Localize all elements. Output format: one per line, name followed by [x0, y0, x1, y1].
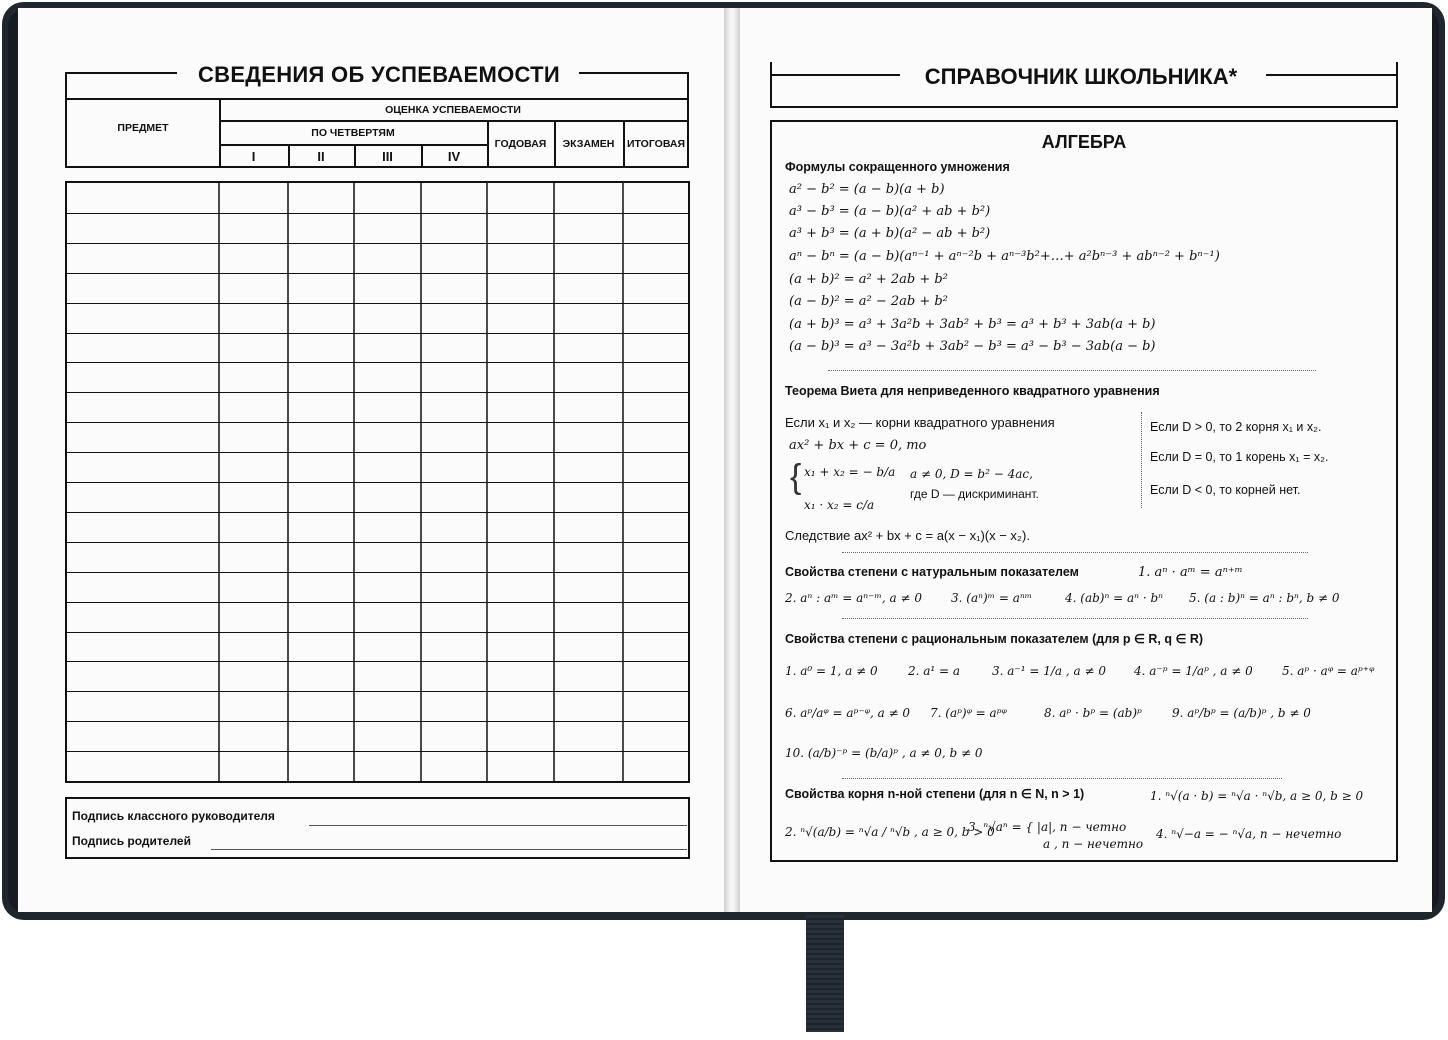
rat-power-9: 9. aᵖ/bᵖ = (a/b)ᵖ , b ≠ 0 [1172, 706, 1311, 720]
nat-power-2: 2. aⁿ : aᵐ = aⁿ⁻ᵐ, a ≠ 0 [785, 591, 922, 605]
vieta-sum: x₁ + x₂ = − b/a [804, 465, 896, 479]
parents-signature-line[interactable] [211, 849, 687, 850]
nat-power-5: 5. (a : b)ⁿ = aⁿ : bⁿ, b ≠ 0 [1189, 591, 1340, 605]
mult-formula-3: a³ + b³ = (a + b)(a² − ab + b²) [789, 226, 991, 241]
rat-power-4: 4. a⁻ᵖ = 1/aᵖ , a ≠ 0 [1134, 664, 1253, 678]
root-prop-2: 2. ⁿ√(a/b) = ⁿ√a / ⁿ√b , a ≥ 0, b > 0 [785, 825, 995, 839]
rat-power-5: 5. aᵖ · aᵠ = aᵖ⁺ᵠ [1282, 664, 1375, 678]
root-prop-3b: a , n − нечетно [1043, 837, 1144, 851]
mult-formula-7: (a + b)³ = a³ + 3a²b + 3ab² + b³ = a³ + b³ + 3ab(a + b) [789, 317, 1156, 332]
nat-power-1: 1. aⁿ · aᵐ = aⁿ⁺ᵐ [1138, 565, 1243, 580]
rat-power-2: 2. a¹ = a [908, 664, 961, 678]
discriminant-zero: Если D = 0, то 1 корень x₁ = x₂. [1150, 450, 1329, 464]
grades-table-body[interactable] [65, 181, 690, 783]
page-gutter [724, 8, 740, 912]
rat-power-heading: Свойства степени с рациональным показателем (для p ∈ R, q ∈ R) [785, 632, 1204, 646]
nat-power-3: 3. (aⁿ)ᵐ = aⁿᵐ [951, 591, 1033, 605]
rat-power-8: 8. aᵖ · bᵖ = (ab)ᵖ [1044, 706, 1142, 720]
teacher-signature-line[interactable] [309, 825, 687, 826]
grades-table-header [65, 72, 689, 168]
vieta-line-2: ax² + bx + c = 0, то [789, 438, 927, 453]
mult-formula-2: a³ − b³ = (a − b)(a² + ab + b²) [789, 204, 991, 219]
rat-power-10: 10. (a/b)⁻ᵖ = (b/a)ᵖ , a ≠ 0, b ≠ 0 [785, 746, 983, 760]
rat-power-6: 6. aᵖ/aᵠ = aᵖ⁻ᵠ, a ≠ 0 [785, 706, 911, 720]
root-heading: Свойства корня n-ной степени (для n ∈ N, n > 1) [785, 787, 1085, 801]
col-final: ИТОГОВАЯ [626, 138, 686, 150]
vieta-corollary: Следствие ax² + bx + c = a(x − x₁)(x − x₂). [785, 528, 1030, 543]
signature-block [65, 797, 690, 859]
root-prop-1: 1. ⁿ√(a · b) = ⁿ√a · ⁿ√b, a ≥ 0, b ≥ 0 [1150, 789, 1364, 803]
nat-power-heading: Свойства степени с натуральным показателем [785, 565, 1079, 579]
reference-title: СПРАВОЧНИК ШКОЛЬНИКА* [900, 64, 1262, 90]
vieta-condition-2: где D — дискриминант. [910, 487, 1039, 501]
mult-formula-1: a² − b² = (a − b)(a + b) [789, 182, 945, 197]
mult-formula-8: (a − b)³ = a³ − 3a²b + 3ab² − b³ = a³ − b³ − 3ab(a − b) [789, 339, 1156, 354]
mult-formula-4: aⁿ − bⁿ = (a − b)(aⁿ⁻¹ + aⁿ⁻²b + aⁿ⁻³b²+…+ a²bⁿ⁻³ + abⁿ⁻² + bⁿ⁻¹) [789, 249, 1220, 264]
algebra-heading: АЛГЕБРА [1041, 132, 1127, 152]
vieta-line-1: Если x₁ и x₂ — корни квадратного уравнения [785, 415, 1055, 430]
mult-heading: Формулы сокращенного умножения [785, 160, 1010, 174]
col-quarters-group: ПО ЧЕТВЕРТЯМ [311, 127, 395, 139]
col-quarter-4: IV [447, 148, 461, 164]
nat-power-4: 4. (ab)ⁿ = aⁿ · bⁿ [1065, 591, 1164, 605]
col-grade-group: ОЦЕНКА УСПЕВАЕМОСТИ [385, 104, 521, 116]
mult-formula-6: (a − b)² = a² − 2ab + b² [789, 294, 948, 309]
col-quarter-2: II [317, 148, 325, 164]
discriminant-negative: Если D < 0, то корней нет. [1150, 483, 1301, 497]
col-exam: ЭКЗАМЕН [562, 138, 615, 150]
col-subject: ПРЕДМЕТ [117, 122, 169, 134]
mult-formula-5: (a + b)² = a² + 2ab + b² [789, 272, 948, 287]
grades-title: СВЕДЕНИЯ ОБ УСПЕВАЕМОСТИ [197, 62, 561, 87]
vieta-condition-1: a ≠ 0, D = b² − 4ac, [910, 467, 1033, 481]
parents-signature-label: Подпись родителей [72, 834, 191, 848]
root-prop-3a: 3. ⁿ√aⁿ = { |a|, n − четно [968, 820, 1127, 834]
vieta-product: x₁ · x₂ = c/a [804, 498, 875, 512]
rat-power-1: 1. a⁰ = 1, a ≠ 0 [785, 664, 878, 678]
root-prop-4: 4. ⁿ√−a = − ⁿ√a, n − нечетно [1156, 827, 1342, 841]
rat-power-7: 7. (aᵖ)ᵠ = aᵖᵠ [930, 706, 1007, 720]
grades-grid-lines [67, 183, 688, 781]
col-annual: ГОДОВАЯ [494, 138, 547, 150]
teacher-signature-label: Подпись классного руководителя [72, 809, 275, 823]
discriminant-positive: Если D > 0, то 2 корня x₁ и x₂. [1150, 420, 1322, 434]
col-quarter-3: III [382, 148, 393, 164]
rat-power-3: 3. a⁻¹ = 1/a , a ≠ 0 [992, 664, 1106, 678]
vieta-heading: Теорема Виета для неприведенного квадратного уравнения [785, 384, 1160, 398]
bookmark-ribbon[interactable] [806, 915, 844, 1032]
algebra-reference [770, 120, 1398, 862]
system-brace: { [790, 458, 802, 496]
col-quarter-1: I [251, 148, 256, 164]
